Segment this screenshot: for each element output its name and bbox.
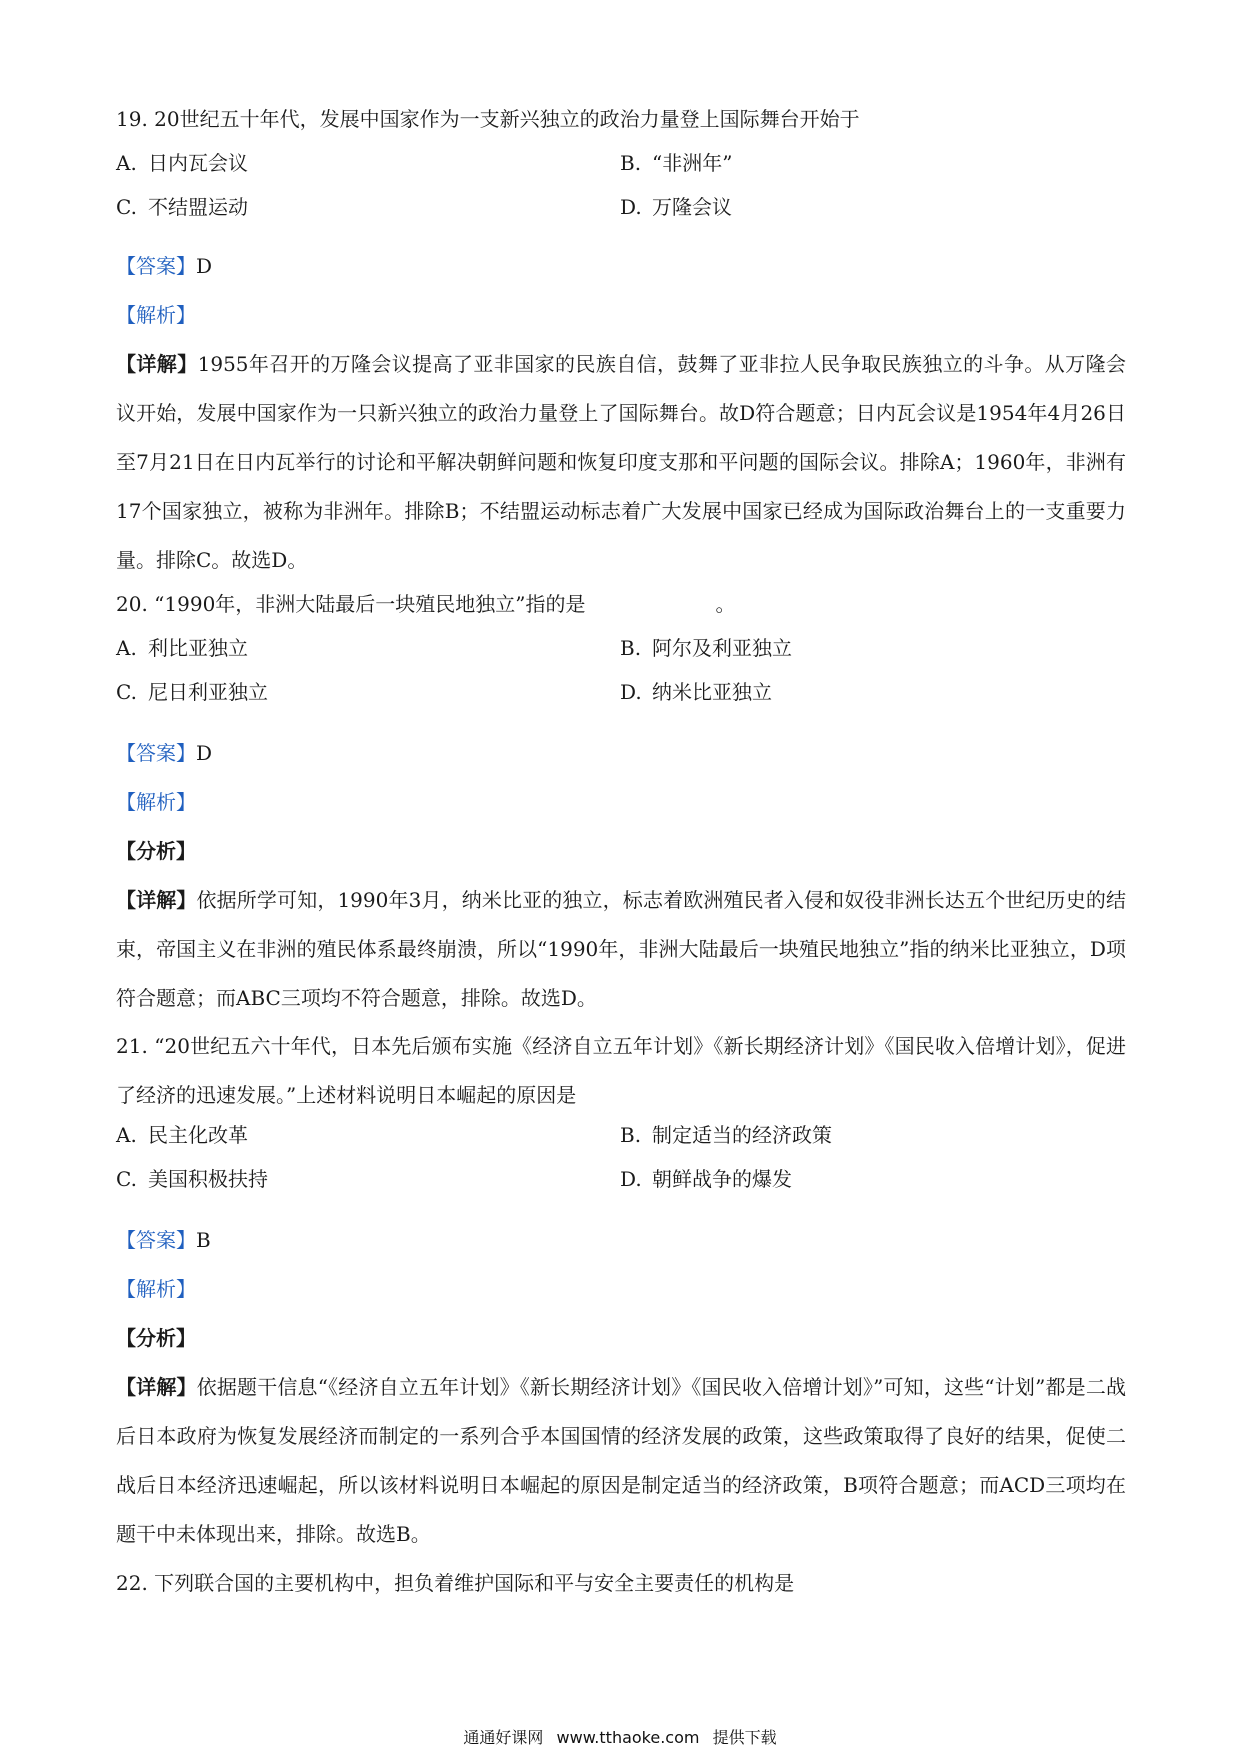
- q21-option-a: [116, 1120, 248, 1150]
- q19-option-d: [620, 192, 732, 222]
- q20-detail-text: 依据所学可知，1990年3月，纳米比亚的独立，标志着欧洲殖民者入侵和奴役非洲长达五个世纪历史的结束，帝国主义在非洲的殖民体系最终崩溃，所以“1990年，非洲大陆最后一块殖民地独立”指的纳米比亚独立，D项符合题意；而ABC三项均不符合题意，排除。故选D。: [116, 888, 1126, 1010]
- q20-option-d-letter: D.: [620, 680, 642, 704]
- q21-option-b-text: 制定适当的经济政策: [652, 1123, 832, 1147]
- q19-option-d-letter: D.: [620, 195, 642, 219]
- q19-detail: [116, 340, 1126, 585]
- q21-option-d-letter: D.: [620, 1167, 642, 1191]
- q21-option-d-text: 朝鲜战争的爆发: [652, 1167, 792, 1191]
- q21-detail-label: 【详解】: [116, 1375, 197, 1399]
- page-footer: [0, 1725, 1240, 1748]
- footer-site-name: 通通好课网: [463, 1728, 544, 1747]
- q20-detail-label: 【详解】: [116, 888, 197, 912]
- q21-option-b: [620, 1120, 832, 1150]
- q20-option-b-text: 阿尔及利亚独立: [652, 636, 792, 660]
- q20-option-b: [620, 633, 792, 663]
- q21-analysis-label: 【解析】: [116, 1277, 196, 1301]
- q20-detail: [116, 876, 1126, 1023]
- q20-option-a: [116, 633, 248, 663]
- q20-stem-end: 。: [715, 592, 736, 616]
- q21-option-c-text: 美国积极扶持: [148, 1167, 268, 1191]
- q19-detail-label: 【详解】: [116, 352, 198, 376]
- q19-option-b: [620, 148, 732, 178]
- q20-option-c-letter: C.: [116, 680, 137, 704]
- q19-stem: 19. 20世纪五十年代，发展中国家作为一支新兴独立的政治力量登上国际舞台开始于: [116, 107, 860, 131]
- q21-detail: [116, 1363, 1126, 1559]
- q19-option-b-text: “非洲年”: [652, 151, 733, 175]
- q21-option-c: [116, 1164, 268, 1194]
- q20-option-c-text: 尼日利亚独立: [148, 680, 268, 704]
- q19-option-c-text: 不结盟运动: [148, 195, 248, 219]
- q19-analysis-label: 【解析】: [116, 303, 196, 327]
- q20-option-d: [620, 677, 772, 707]
- footer-suffix: 提供下载: [712, 1728, 777, 1747]
- q21-answer-value: B: [196, 1228, 211, 1252]
- q19-option-a-text: 日内瓦会议: [148, 151, 248, 175]
- q20-option-a-text: 利比亚独立: [148, 636, 248, 660]
- q19-option-d-text: 万隆会议: [652, 195, 732, 219]
- q21-option-b-letter: B.: [620, 1123, 642, 1147]
- q21-answer: [116, 1225, 1126, 1255]
- q20-answer: [116, 738, 1126, 768]
- q22-stem: 22. 下列联合国的主要机构中，担负着维护国际和平与安全主要责任的机构是: [116, 1571, 795, 1595]
- q21-option-c-letter: C.: [116, 1167, 137, 1191]
- q19-answer-value: D: [196, 254, 213, 278]
- q19-option-c: [116, 192, 248, 222]
- q19-answer-label: 【答案】: [116, 254, 196, 278]
- q20-analysis-label: 【解析】: [116, 790, 196, 814]
- q19-option-a: [116, 148, 248, 178]
- q20-stem: [116, 589, 1126, 619]
- q19-detail-text: 1955年召开的万隆会议提高了亚非国家的民族自信，鼓舞了亚非拉人民争取民族独立的斗争。从万隆会议开始，发展中国家作为一只新兴独立的政治力量登上了国际舞台。故D符合题意；日内瓦会议是1954年4月26日至7月21日在日内瓦举行的讨论和平解决朝鲜问题和恢复印度支那和平问题的国际会议。排除A；1960年，非洲有17个国家独立，被称为非洲年。排除B；不结盟运动标志着广大发展中国家已经成为国际政治舞台上的一支重要力量。排除C。故选D。: [116, 352, 1126, 572]
- q21-detail-text: 依据题干信息“《经济自立五年计划》《新长期经济计划》《国民收入倍增计划》”可知，这些“计划”都是二战后日本政府为恢复发展经济而制定的一系列合乎本国国情的经济发展的政策，这些政策取得了良好的结果，促使二战后日本经济迅速崛起，所以该材料说明日本崛起的原因是制定适当的经济政策，B项符合题意；而ACD三项均在题干中未体现出来，排除。故选B。: [116, 1375, 1126, 1546]
- footer-url[interactable]: www.tthaoke.com: [556, 1728, 700, 1747]
- q20-option-a-letter: A.: [116, 636, 137, 660]
- q20-fenxi-label: 【分析】: [116, 839, 196, 863]
- q21-stem: 21. “20世纪五六十年代，日本先后颁布实施《经济自立五年计划》《新长期经济计划》《国民收入倍增计划》，促进了经济的迅速发展。”上述材料说明日本崛起的原因是: [116, 1034, 1126, 1107]
- q19-option-a-letter: A.: [116, 151, 137, 175]
- q21-option-a-letter: A.: [116, 1123, 137, 1147]
- q20-option-b-letter: B.: [620, 636, 642, 660]
- q21-answer-label: 【答案】: [116, 1228, 196, 1252]
- q19-option-b-letter: B.: [620, 151, 642, 175]
- q21-option-a-text: 民主化改革: [148, 1123, 248, 1147]
- q20-option-c: [116, 677, 268, 707]
- q20-answer-label: 【答案】: [116, 741, 196, 765]
- q20-stem-text: 20. “1990年，非洲大陆最后一块殖民地独立”指的是: [116, 592, 586, 616]
- q20-option-d-text: 纳米比亚独立: [652, 680, 772, 704]
- q20-answer-value: D: [196, 741, 213, 765]
- q21-fenxi-label: 【分析】: [116, 1326, 196, 1350]
- q19-option-c-letter: C.: [116, 195, 137, 219]
- q19-answer: [116, 251, 1126, 281]
- q21-option-d: [620, 1164, 792, 1194]
